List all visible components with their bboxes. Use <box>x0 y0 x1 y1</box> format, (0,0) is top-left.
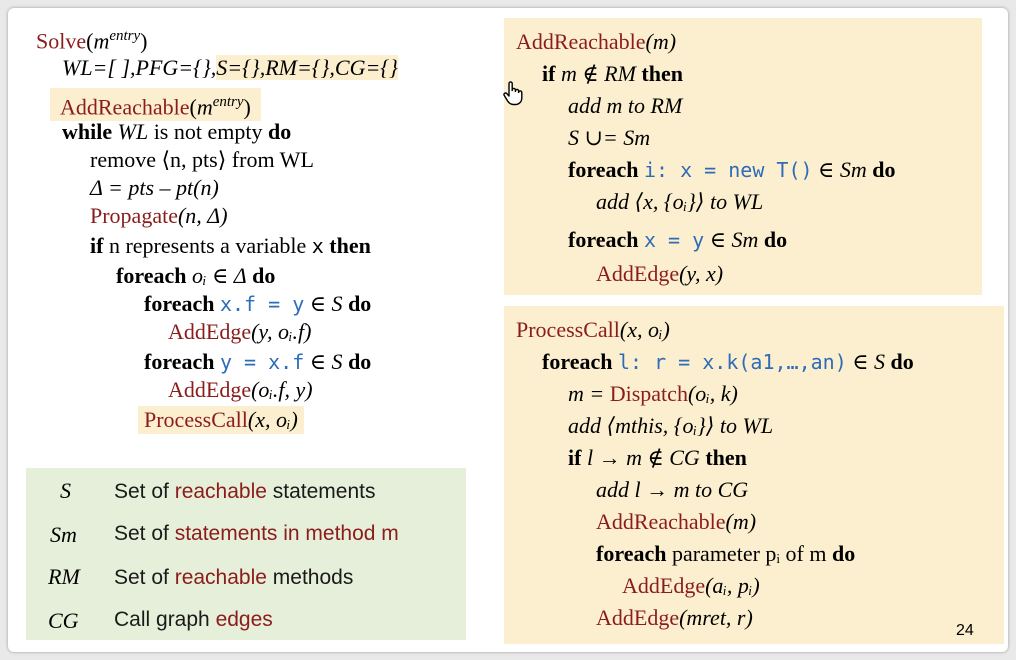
legend-symbol: CG <box>48 608 79 633</box>
addreachable-addedge: AddEdge(y, x) <box>596 261 724 286</box>
solve-signature: $Solve(m^{entry})$ <box>36 28 148 54</box>
solve-delta: Δ = pts – pt(n) <box>90 175 219 200</box>
processcall-add-cg: add l → m to CG <box>596 477 749 502</box>
addreachable-add-wl: add ⟨x, {oᵢ}⟩ to WL <box>596 189 764 214</box>
legend-text: Call graph edges <box>114 608 273 631</box>
hand-pointer-icon <box>502 80 524 111</box>
solve-processcall: ProcessCall(x, oᵢ) <box>138 406 304 434</box>
processcall-add-wl: add ⟨mthis, {oᵢ}⟩ to WL <box>568 413 774 438</box>
addreachable-union: S ∪= Sm <box>568 125 651 150</box>
addreachable-if: if m ∉ RM then <box>542 61 683 86</box>
solve-remove: remove ⟨n, pts⟩ from WL <box>90 147 314 172</box>
addreachable-foreach-new: foreach i: x = new T() ∈ Sm do <box>568 157 896 182</box>
solve-if-variable: if n represents a variable x then <box>90 233 371 258</box>
solve-init: WL=[ ],PFG={},S={},RM={},CG={} <box>62 55 398 80</box>
solve-addedge-store: AddEdge(y, oᵢ.f) <box>168 319 312 344</box>
processcall-addreachable: AddReachable(m) <box>596 509 757 534</box>
processcall-foreach-call: foreach l: r = x.k(a1,…,an) ∈ S do <box>542 349 914 374</box>
processcall-addedge-param: AddEdge(aᵢ, pᵢ) <box>622 573 760 598</box>
solve-foreach-store: foreach x.f = y ∈ S do <box>144 291 372 316</box>
legend-text: Set of reachable methods <box>114 566 354 589</box>
processcall-signature: ProcessCall(x, oᵢ) <box>516 317 670 342</box>
solve-foreach-load: foreach y = x.f ∈ S do <box>144 349 372 374</box>
page-number: 24 <box>956 622 974 639</box>
processcall-dispatch: m = Dispatch(oᵢ, k) <box>568 381 738 406</box>
processcall-addedge-ret: AddEdge(mret, r) <box>596 605 753 630</box>
legend-symbol: Sm <box>50 522 77 547</box>
addreachable-signature: AddReachable(m) <box>516 29 677 54</box>
legend-symbol: S <box>60 478 71 503</box>
legend-text: Set of statements in method m <box>114 522 399 545</box>
processcall-if-cg: if l → m ∉ CG then <box>568 445 747 470</box>
solve-propagate: Propagate(n, Δ) <box>90 203 228 228</box>
solve-addedge-load: AddEdge(oᵢ.f, y) <box>168 377 313 402</box>
solve-foreach-oi: foreach oᵢ ∈ Δ do <box>116 263 276 288</box>
addreachable-add-rm: add m to RM <box>568 93 683 118</box>
legend-text: Set of reachable statements <box>114 480 376 503</box>
solve-addreachable-entry: $AddReachable(m^{entry})$ <box>50 88 261 121</box>
legend-symbol: RM <box>48 564 80 589</box>
processcall-foreach-param: foreach parameter pᵢ of m do <box>596 541 856 566</box>
solve-while: while WL is not empty do <box>62 119 292 144</box>
addreachable-foreach-assign: foreach x = y ∈ Sm do <box>568 227 788 252</box>
slide <box>8 8 1008 652</box>
